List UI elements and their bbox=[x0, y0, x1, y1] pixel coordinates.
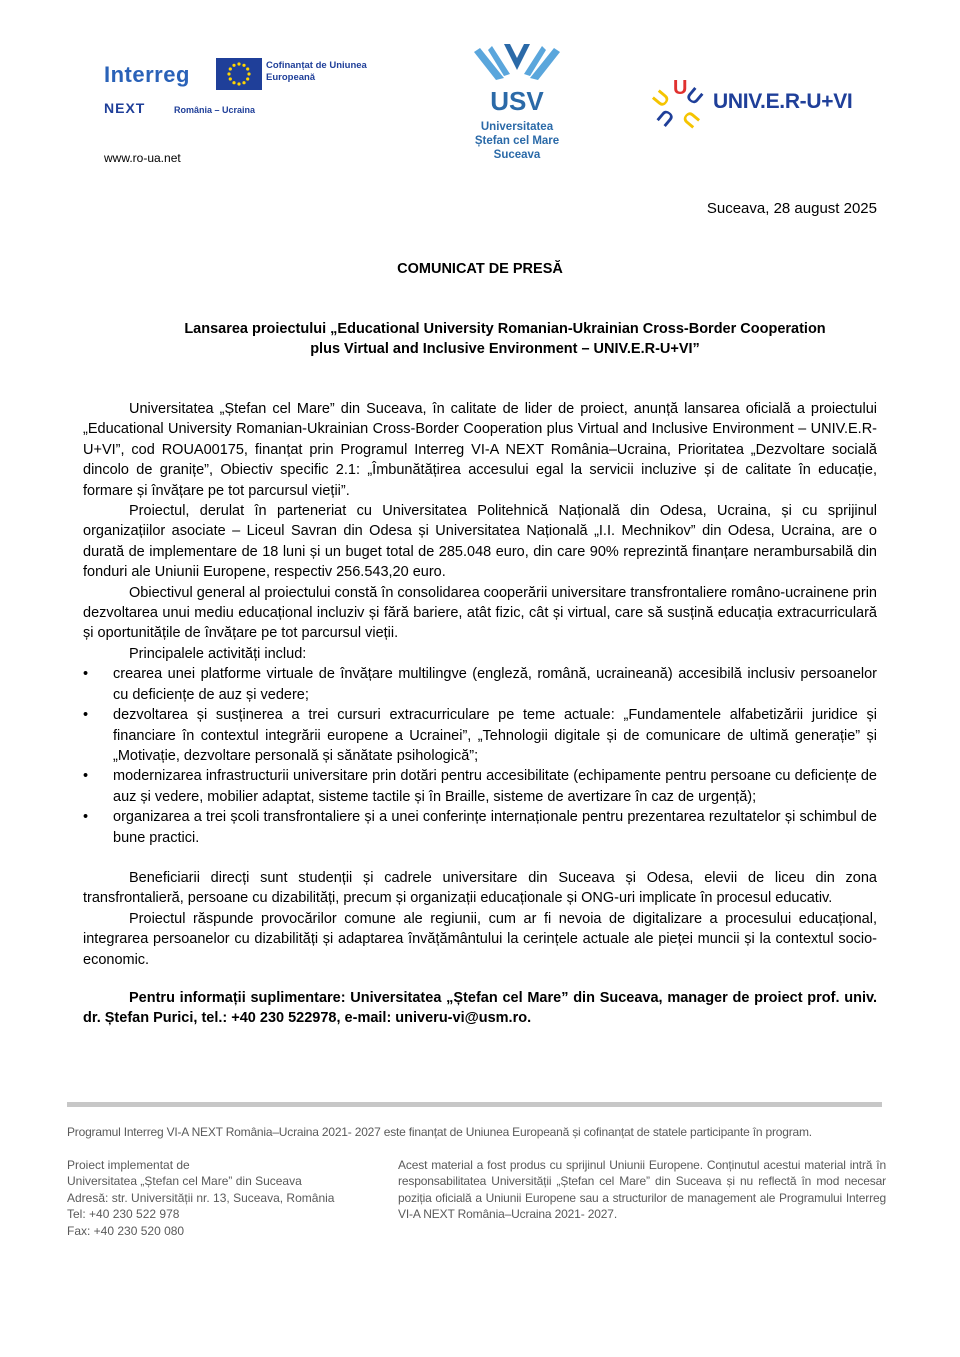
svg-text:U: U bbox=[648, 86, 675, 112]
list-item: • dezvoltarea și susținerea a trei cursuri extracurriculare pe teme actuale: „Fundamentele alfabetizării juridice și financiare în contextul integrării europene a Ucrainei”, „Tehnologii digitale și de comunicare de ultimă generație” și „Motivație, dezvoltare personală și sănătate psihologică”; bbox=[83, 705, 877, 766]
usv-name-line1: Universitatea bbox=[480, 121, 554, 133]
svg-text:U: U bbox=[653, 104, 679, 131]
document-body bbox=[83, 399, 877, 1029]
footer-program-note: Programul Interreg VI-A NEXT România–Ucraina 2021- 2027 este finanțat de Uniunea Europeană și cofinanțat de statele participante în program. bbox=[67, 1125, 812, 1139]
paragraph-beneficiaries: Beneficiarii direcți sunt studenții și cadrele universitare din Suceava și Odesa, elevii de liceu din zona transfrontalieră, persoane cu dizabilități, precum și organizații educaționale și ONG-uri implicate în procesul educativ. bbox=[83, 869, 877, 907]
document-subtitle bbox=[100, 319, 910, 359]
usv-emblem-icon bbox=[452, 44, 582, 118]
project-emblem-icon bbox=[648, 76, 713, 136]
svg-text:U: U bbox=[673, 77, 688, 99]
svg-text:U: U bbox=[677, 106, 704, 132]
paragraph-challenges: Proiectul răspunde provocărilor comune ale regiunii, cum ar fi nevoia de digitalizare a procesului educațional, integrarea persoanelor cu dizabilități și adaptarea învățământului la cerințele actuale ale pieței muncii și la contextul socio-economic. bbox=[83, 910, 877, 968]
usv-name-line2: Ștefan cel Mare bbox=[474, 135, 560, 147]
list-item: • organizarea a trei școli transfrontaliere și a unei conferințe internaționale pentru prezentarea rezultatelor și schimbul de bune practici. bbox=[83, 807, 877, 848]
document-date: Suceava, 28 august 2025 bbox=[706, 200, 877, 217]
next-subtitle: România – Ucraina bbox=[174, 105, 256, 115]
footer-impl-line: Universitatea „Ștefan cel Mare” din Suceava bbox=[67, 1174, 302, 1189]
eu-flag-icon bbox=[216, 58, 262, 90]
list-item: • crearea unei platforme virtuale de învățare multilingve (engleză, română, ucraineană) accesibilă inclusiv persoanelor cu deficiențe de auz și vedere; bbox=[83, 664, 877, 705]
usv-abbr: USV bbox=[490, 86, 544, 116]
footer-impl-line: Fax: +40 230 520 080 bbox=[67, 1223, 185, 1238]
project-logo bbox=[648, 76, 885, 136]
website-link[interactable]: www.ro-ua.net bbox=[104, 151, 181, 165]
interreg-wordmark: Interreg bbox=[104, 62, 190, 87]
interreg-logo bbox=[104, 58, 367, 122]
svg-text:U: U bbox=[681, 83, 707, 110]
footer-impl-line: Tel: +40 230 522 978 bbox=[67, 1207, 180, 1222]
paragraph-partnership: Proiectul, derulat în parteneriat cu Universitatea Politehnică Națională din Odesa, Ucraina, și cu sprijinul organizațiilor asociate – Liceul Savran din Odesa și Universitatea Națională „I.I. Mechnikov” din Odesa, Ucraina, are o durată de implementare de 18 luni și un buget total de 285.048 euro, din care 90% reprezintă finanțare nerambursabilă din fonduri ale Uniunii Europene, respectiv 256.543,20 euro. bbox=[83, 503, 877, 581]
subtitle-line-2: plus Virtual and Inclusive Environment – UNIV.E.R-U+VI” bbox=[310, 341, 700, 357]
paragraph-intro: Universitatea „Ștefan cel Mare” din Suceava, în calitate de lider de proiect, anunță lansarea oficială a proiectului „Educational University Romanian-Ukrainian Cross-Border Cooperation plus Virtual and Inclusive Environment – UNIV.E.R-U+VI”, cod ROUA00175, finanțat prin Programul Interreg VI-A NEXT România–Ucraina, Prioritatea „Dezvoltare socială dincolo de granițe”, Obiectiv specific 2.1: „Îmbunătățirea accesului egal la servicii incluzive și de calitate în educație, formare și învățare pe tot parcursul vieții”. bbox=[83, 401, 877, 499]
subtitle-line-1: Lansarea proiectului „Educational University Romanian-Ukrainian Cross-Border Cooperation bbox=[184, 321, 826, 337]
footer-impl-line: Proiect implementat de bbox=[67, 1158, 190, 1172]
footer-disclaimer: Acest material a fost produs cu sprijinul Uniunii Europene. Conținutul acestui material intră în responsabilitatea Universității „Ștefan cel Mare” din Suceava și nu reflectă în mod necesar poziția oficială a Uniunii Europene sau a structurilor de management ale Programului Interreg VI-A NEXT România–Ucraina 2021- 2027. bbox=[398, 1158, 886, 1222]
document-title: COMUNICAT DE PRESĂ bbox=[397, 261, 563, 277]
activities-list bbox=[83, 664, 877, 848]
next-wordmark: NEXT bbox=[104, 100, 146, 116]
activities-intro: Principalele activități includ: bbox=[129, 645, 307, 662]
footer-divider bbox=[67, 1102, 882, 1107]
list-item: • modernizarea infrastructurii universitare prin dotări pentru accesibilitate (echipamente pentru persoane cu deficiențe de auz și vedere, mobilier adaptat, sisteme tactile și în Braille, sisteme de avertizare în caz de urgență); bbox=[83, 766, 877, 807]
paragraph-objective: Obiectivul general al proiectului constă în consolidarea cooperării universitare transfrontaliere româno-ucrainene prin dezvoltarea unui mediu educațional incluziv și fără bariere, atât fizic, cât și virtual, care să susțină educația extracurriculară și oportunitățile de învățare pe tot parcursul vieții. bbox=[83, 584, 877, 642]
cofinance-label: Cofinanțat de Uniunea Europeană bbox=[266, 60, 367, 83]
project-wordmark: UNIV.E.R-U+VI bbox=[713, 90, 853, 113]
usv-logo bbox=[452, 44, 602, 172]
usv-name bbox=[452, 120, 582, 162]
spacer bbox=[83, 848, 877, 868]
footer-impl-line: Adresă: str. Universității nr. 13, Suceava, România bbox=[67, 1190, 335, 1205]
contact-info: Pentru informații suplimentare: Universitatea „Ștefan cel Mare” din Suceava, manager de proiect prof. univ. dr. Ștefan Purici, tel.: +40 230 522978, e-mail: univeru-vi@usm.ro. bbox=[83, 989, 877, 1027]
footer-implementer bbox=[67, 1157, 334, 1239]
usv-name-line3: Suceava bbox=[493, 149, 541, 161]
